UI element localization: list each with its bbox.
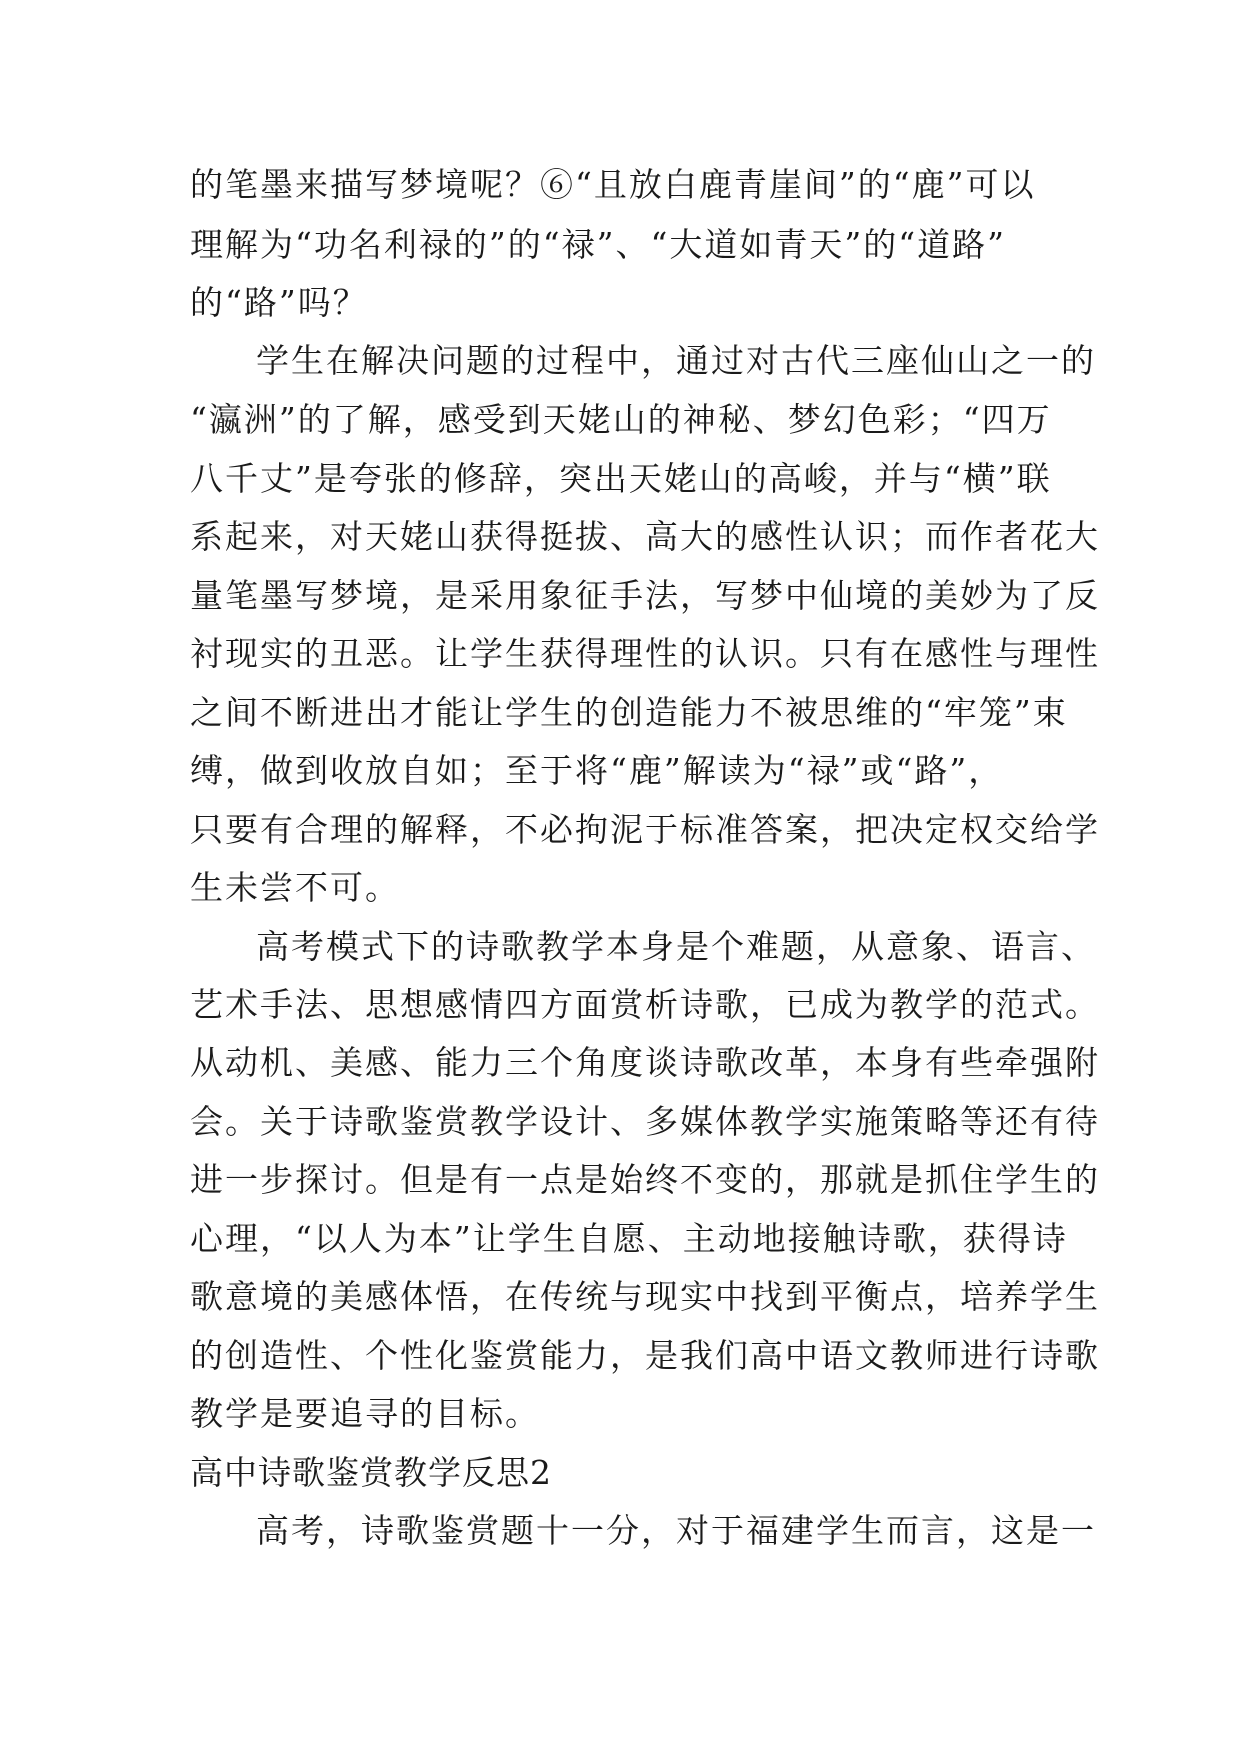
paragraph-first-line: 学生在解决问题的过程中，通过对古代三座仙山之一的 [256,341,1096,380]
paragraph-first-line: 高考模式下的诗歌教学本身是个难题，从意象、语言、 [256,927,1096,966]
paragraph-line: 系起来，对天姥山获得挺拔、高大的感性认识；而作者花大 [190,517,1100,556]
paragraph-line: 生未尝不可。 [190,868,400,907]
paragraph-first-line: 高考，诗歌鉴赏题十一分，对于福建学生而言，这是一 [256,1511,1096,1550]
paragraph-line: 之间不断进出才能让学生的创造能力不被思维的“牢笼”束 [190,693,1068,732]
paragraph-line: 会。关于诗歌鉴赏教学设计、多媒体教学实施策略等还有待 [190,1102,1100,1141]
paragraph-line: 的笔墨来描写梦境呢？⑥“且放白鹿青崖间”的“鹿”可以 [190,165,1036,204]
paragraph-line: 的“路”吗？ [190,283,368,322]
paragraph-line: 从动机、美感、能力三个角度谈诗歌改革，本身有些牵强附 [190,1043,1100,1082]
paragraph-line: 理解为“功名利禄的”的“禄”、“大道如青天”的“道路” [190,225,1006,264]
paragraph-line: 量笔墨写梦境，是采用象征手法，写梦中仙境的美妙为了反 [190,576,1100,615]
paragraph-line: “瀛洲”的了解，感受到天姥山的神秘、梦幻色彩；“四万 [190,400,1052,439]
paragraph-line: 教学是要追寻的目标。 [190,1394,540,1433]
paragraph-line: 进一步探讨。但是有一点是始终不变的，那就是抓住学生的 [190,1160,1100,1199]
section-heading: 高中诗歌鉴赏教学反思2 [190,1453,552,1492]
paragraph-line: 的创造性、个性化鉴赏能力，是我们高中语文教师进行诗歌 [190,1336,1100,1375]
paragraph-line: 艺术手法、思想感情四方面赏析诗歌，已成为教学的范式。 [190,985,1100,1024]
paragraph-line: 八千丈”是夸张的修辞，突出天姥山的高峻，并与“横”联 [190,459,1052,498]
paragraph-line: 歌意境的美感体悟，在传统与现实中找到平衡点，培养学生 [190,1277,1100,1316]
paragraph-line: 缚，做到收放自如；至于将“鹿”解读为“禄”或“路”， [190,751,1004,790]
paragraph-line: 心理，“以人为本”让学生自愿、主动地接触诗歌，获得诗 [190,1219,1068,1258]
paragraph-line: 只要有合理的解释，不必拘泥于标准答案，把决定权交给学 [190,810,1100,849]
paragraph-line: 衬现实的丑恶。让学生获得理性的认识。只有在感性与理性 [190,634,1100,673]
